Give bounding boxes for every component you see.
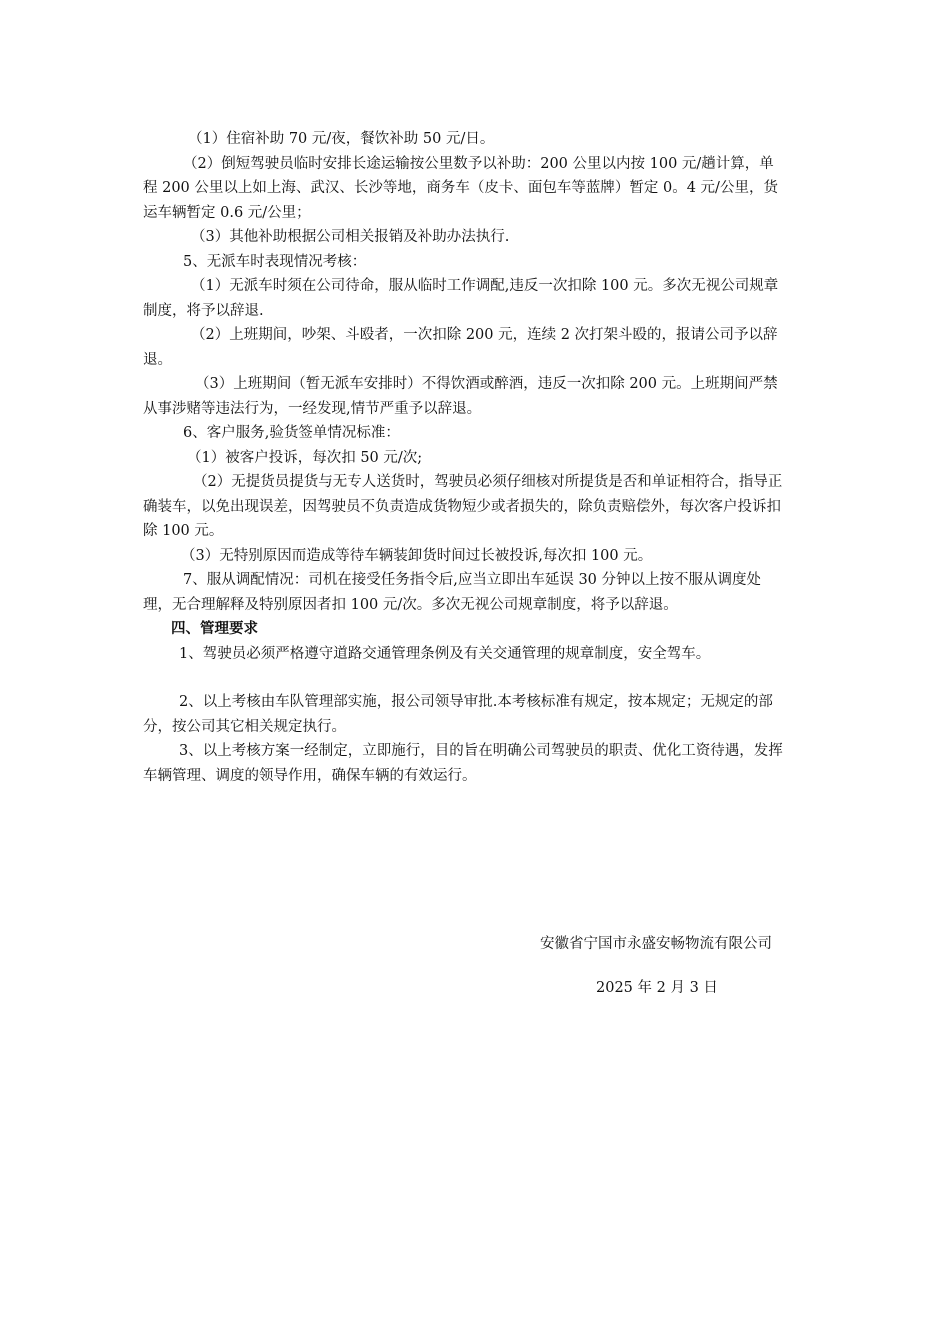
document-body (143, 127, 783, 788)
signature-date: 2025 年 2 月 3 日 (596, 980, 718, 996)
paragraph-traffic-rules: 1、驾驶员必须严格遵守道路交通管理条例及有关交通管理的规章制度，安全驾车。 (179, 645, 711, 662)
signature-company: 安徽省宁国市永盛安畅物流有限公司 (540, 936, 772, 952)
paragraph-assessment-implementation: 2、以上考核由车队管理部实施，报公司领导审批.本考核标准有规定，按本规定；无规定的部分，按公司其它相关规定执行。 (143, 694, 773, 735)
paragraph-goods-verification: （2）无提货员提货与无专人送货时，驾驶员必须仔细核对所提货是否和单证相符合，指导正确装车，以免出现误差，因驾驶员不负责造成货物短少或者损失的，除负责赔偿外，每次客户投诉扣除 100 元。 (143, 474, 783, 539)
paragraph-other-allowance: （3）其他补助根据公司相关报销及补助办法执行. (191, 229, 510, 245)
paragraph-long-haul-allowance: （2）倒短驾驶员临时安排长途运输按公里数予以补助：200 公里以内按 100 元/趟计算，单程 200 公里以上如上海、武汉、长沙等地，商务车（皮卡、面包车等蓝牌）暂定 0。4 元/公里，货运车辆暂定 0.6 元/公里； (143, 155, 778, 221)
section-heading-customer-service: 6、客户服务,验货签单情况标准： (183, 425, 400, 441)
paragraph-dispatch-compliance: 7、服从调配情况：司机在接受任务指令后,应当立即出车延误 30 分钟以上按不服从调度处理，无合理解释及特别原因者扣 100 元/次。多次无视公司规章制度，将予以辞退。 (143, 572, 761, 613)
paragraph-loading-delay: （3）无特别原因而造成等待车辆装卸货时间过长被投诉,每次扣 100 元。 (181, 547, 653, 564)
section-heading-idle-assessment: 5、无派车时表现情况考核： (183, 253, 367, 270)
paragraph-fighting: （2）上班期间，吵架、斗殴者，一次扣除 200 元，连续 2 次打架斗殴的，报请公司予以辞退。 (143, 327, 778, 368)
paragraph-effective-date: 3、以上考核方案一经制定，立即施行，目的旨在明确公司驾驶员的职责、优化工资待遇，发挥车辆管理、调度的领导作用，确保车辆的有效运行。 (143, 743, 783, 784)
paragraph-drinking: （3）上班期间（暂无派车安排时）不得饮酒或醉酒，违反一次扣除 200 元。上班期间严禁从事涉赌等违法行为，一经发现,情节严重予以辞退。 (143, 376, 778, 417)
paragraph-lodging-allowance: （1）住宿补助 70 元/夜，餐饮补助 50 元/日。 (188, 131, 495, 147)
paragraph-customer-complaint: （1）被客户投诉，每次扣 50 元/次; (187, 449, 423, 466)
section-heading-management-requirements: 四、管理要求 (171, 620, 258, 637)
paragraph-idle-standby: （1）无派车时须在公司待命，服从临时工作调配,违反一次扣除 100 元。多次无视公司规章制度，将予以辞退. (143, 278, 779, 319)
